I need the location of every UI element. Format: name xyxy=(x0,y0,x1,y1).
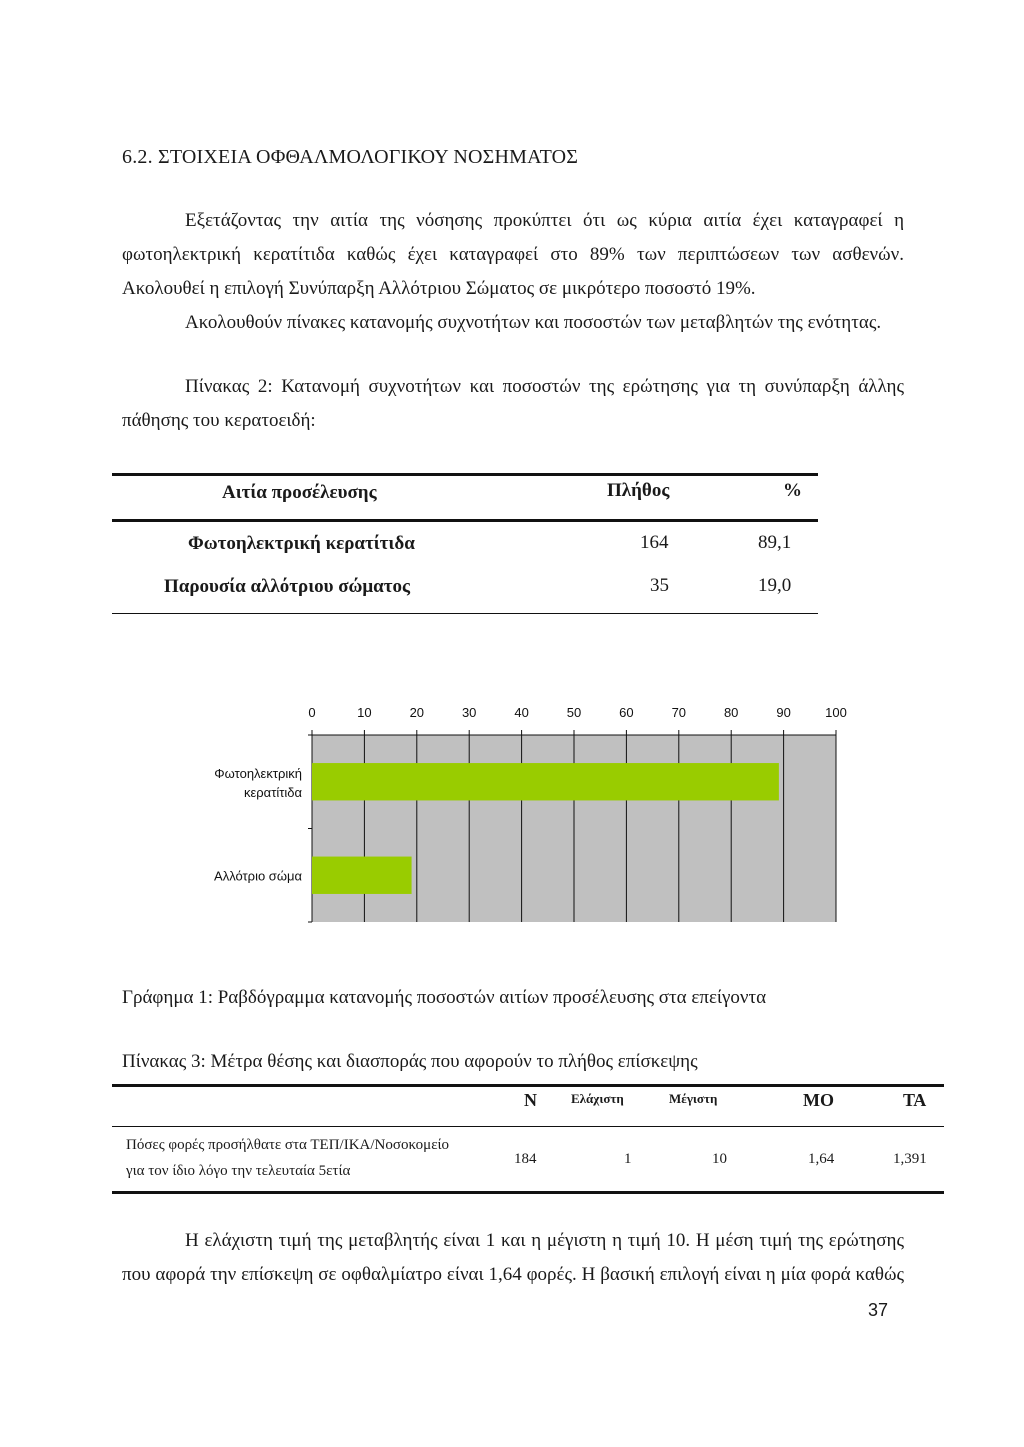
table2-row-cause: Παρουσία αλλότριου σώματος xyxy=(164,576,411,597)
x-tick-label: 80 xyxy=(723,705,739,720)
table2-caption xyxy=(122,370,904,438)
table2-row-count: 164 xyxy=(640,532,669,553)
table3-value-sd: 1,391 xyxy=(893,1151,927,1167)
intro-paragraph xyxy=(122,204,904,340)
x-tick-label: 30 xyxy=(461,705,477,720)
x-tick-label: 90 xyxy=(776,705,791,720)
x-tick-label: 20 xyxy=(409,705,425,720)
table3-header-mean: ΜΟ xyxy=(803,1090,834,1110)
table2-row-percent: 89,1 xyxy=(758,532,792,553)
table-rule xyxy=(112,519,818,522)
closing-line: που αφορά την επίσκεψη σε οφθαλμίατρο είναι 1,64 φορές. Η βασική επιλογή είναι η μία φορά καθώς xyxy=(122,1264,904,1285)
table3-value-n: 184 xyxy=(514,1151,537,1167)
table3-caption: Πίνακας 3: Μέτρα θέσης και διασποράς που αφορούν το πλήθος επίσκεψης xyxy=(122,1051,698,1072)
table3-row-label: Πόσες φορές προσήλθατε στα ΤΕΠ/ΙΚΑ/Νοσοκομείο xyxy=(126,1137,450,1153)
table2-row-cause: Φωτοηλεκτρική κερατίτιδα xyxy=(188,533,415,554)
x-tick-label: 70 xyxy=(671,705,687,720)
caption-line: Πίνακας 2: Κατανομή συχνοτήτων και ποσοστών της ερώτησης για τη συνύπαρξη άλλης xyxy=(185,376,904,397)
x-tick-label: 50 xyxy=(566,705,582,720)
table2-row-percent: 19,0 xyxy=(758,575,792,596)
intro-line: Ακολουθούν πίνακες κατανομής συχνοτήτων και ποσοστών των μεταβλητών της ενότητας. xyxy=(185,312,882,333)
closing-line: Η ελάχιστη τιμή της μεταβλητής είναι 1 και η μέγιστη η τιμή 10. Η μέση τιμή της ερώτησης xyxy=(185,1230,904,1251)
section-heading: 6.2. ΣΤΟΙΧΕΙΑ ΟΦΘΑΛΜΟΛΟΓΙΚΟΥ ΝΟΣΗΜΑΤΟΣ xyxy=(122,146,579,168)
bar-chart xyxy=(190,695,870,935)
x-tick-label: 40 xyxy=(514,705,529,720)
intro-line: Εξετάζοντας την αιτία της νόσησης προκύπτει ότι ως κύρια αιτία έχει καταγραφεί η xyxy=(185,210,904,231)
category-label: Αλλότριο σώμα xyxy=(214,868,302,884)
table3-value-min: 1 xyxy=(624,1151,632,1167)
table-rule xyxy=(112,1084,944,1087)
table3-header-n: N xyxy=(524,1090,537,1110)
table3-value-mean: 1,64 xyxy=(808,1151,835,1167)
table2-row-count: 35 xyxy=(650,575,669,596)
table-rule xyxy=(112,1126,944,1127)
caption-line: πάθησης του κερατοειδή: xyxy=(122,410,316,431)
table-rule xyxy=(112,473,818,476)
category-label: Φωτοηλεκτρική κερατίτιδα xyxy=(214,765,302,800)
table3-header-min: Ελάχιστη xyxy=(571,1091,624,1106)
intro-line: φωτοηλεκτρική κερατίτιδα καθώς έχει καταγραφεί στο 89% των περιπτώσεων των ασθενών. xyxy=(122,244,904,265)
table3-value-max: 10 xyxy=(712,1151,727,1167)
table3-row-label: για τον ίδιο λόγο την τελευταία 5ετία xyxy=(126,1163,351,1179)
table2-header-percent: % xyxy=(783,480,802,501)
table-rule xyxy=(112,613,818,614)
table2-header-count: Πλήθος xyxy=(607,480,670,501)
table3-header-max: Μέγιστη xyxy=(669,1091,718,1106)
figure-caption: Γράφημα 1: Ραβδόγραμμα κατανομής ποσοστών αιτίων προσέλευσης στα επείγοντα xyxy=(122,987,767,1008)
x-tick-label: 10 xyxy=(357,705,372,720)
bar xyxy=(312,857,412,894)
closing-paragraph xyxy=(122,1224,904,1292)
table-rule xyxy=(112,1191,944,1194)
table2-header-cause: Αιτία προσέλευσης xyxy=(222,482,377,503)
intro-line: Ακολουθεί η επιλογή Συνύπαρξη Αλλότριου Σώματος σε μικρότερο ποσοστό 19%. xyxy=(122,278,756,299)
table3-header-sd: ΤΑ xyxy=(903,1090,927,1110)
x-tick-label: 100 xyxy=(825,705,847,720)
x-tick-label: 60 xyxy=(619,705,634,720)
x-tick-label: 0 xyxy=(308,705,316,720)
page-number: 37 xyxy=(868,1300,889,1320)
bar xyxy=(312,763,779,800)
